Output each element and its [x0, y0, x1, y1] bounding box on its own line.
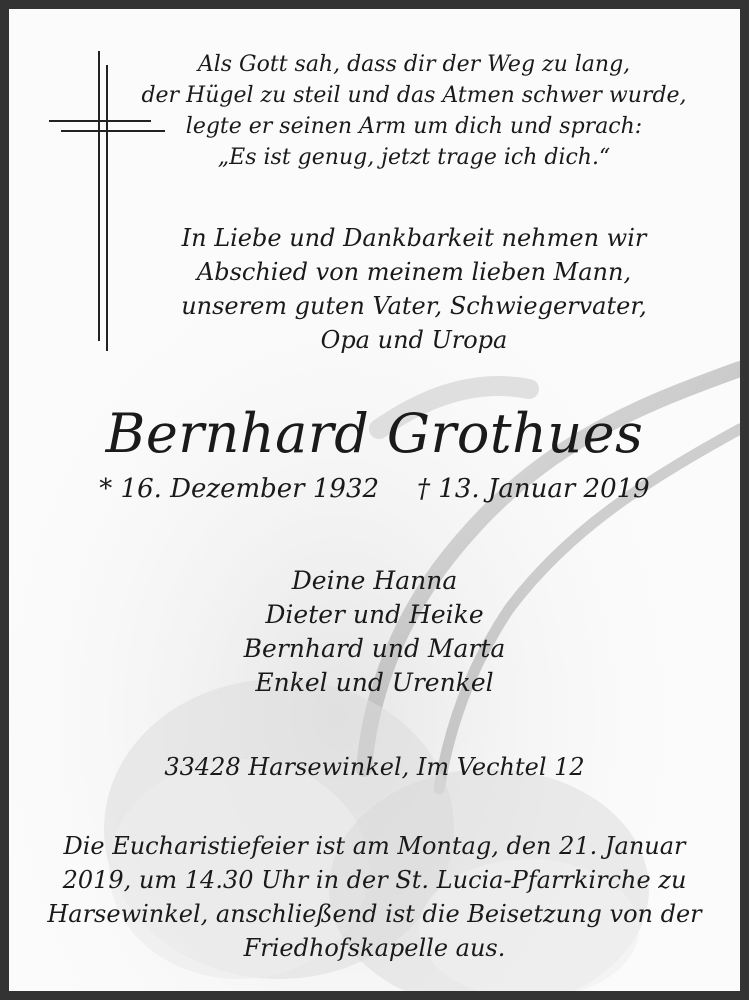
death-date: † 13. Januar 2019 — [417, 474, 650, 504]
service-info — [44, 829, 705, 965]
intro-line: In Liebe und Dankbarkeit nehmen wir — [181, 224, 647, 252]
life-dates — [9, 472, 740, 506]
intro-line: unserem guten Vater, Schwiegervater, — [181, 292, 647, 320]
service-line: Die Eucharistiefeier ist am Montag, den 21. Januar — [63, 832, 686, 860]
intro-line: Opa und Uropa — [320, 326, 508, 354]
service-line: 2019, um 14.30 Uhr in der St. Lucia-Pfarrkirche zu — [62, 866, 687, 894]
mourner: Enkel und Urenkel — [255, 668, 494, 697]
birth-date: * 16. Dezember 1932 — [99, 474, 380, 504]
verse-line: Als Gott sah, dass dir der Weg zu lang, — [197, 52, 631, 77]
address: 33428 Harsewinkel, Im Vechtel 12 — [164, 753, 585, 781]
mourner: Deine Hanna — [291, 566, 458, 595]
verse-line: der Hügel zu steil und das Atmen schwer wurde, — [141, 83, 687, 108]
farewell-intro — [119, 221, 709, 357]
mourners-list — [9, 564, 740, 700]
deceased-name: Bernhard Grothues — [105, 402, 644, 465]
mourner: Bernhard und Marta — [243, 634, 506, 663]
service-line: Harsewinkel, anschließend ist die Beisetzung von der — [47, 900, 702, 928]
verse-line: „Es ist genug, jetzt trage ich dich.“ — [217, 145, 611, 170]
verse-line: legte er seinen Arm um dich und sprach: — [185, 114, 643, 139]
verse — [119, 49, 709, 173]
intro-line: Abschied von meinem lieben Mann, — [196, 258, 632, 286]
service-line: Friedhofskapelle aus. — [243, 934, 506, 962]
mourner: Dieter und Heike — [265, 600, 484, 629]
